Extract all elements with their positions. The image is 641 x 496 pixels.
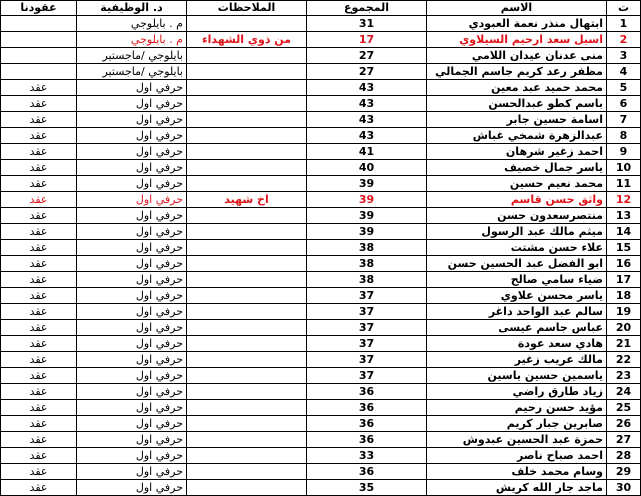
cell-notes[interactable] <box>187 320 307 336</box>
cell-contract[interactable]: عقد <box>1 112 77 128</box>
cell-notes[interactable] <box>187 80 307 96</box>
header-index[interactable]: ت <box>607 1 641 16</box>
cell-idx[interactable]: 25 <box>607 400 641 416</box>
table-row <box>1 416 641 432</box>
cell-name[interactable]: مؤيد حسن رحيم <box>427 400 607 416</box>
table-row <box>1 480 641 496</box>
cell-notes[interactable] <box>187 352 307 368</box>
cell-idx[interactable]: 6 <box>607 96 641 112</box>
cell-name[interactable]: عباس جاسم عيسى <box>427 320 607 336</box>
cell-job[interactable]: حرفي اول <box>77 272 187 288</box>
cell-name[interactable]: باسم كطو عبدالحسن <box>427 96 607 112</box>
cell-idx[interactable]: 1 <box>607 16 641 32</box>
table-row <box>1 384 641 400</box>
cell-idx[interactable]: 5 <box>607 80 641 96</box>
cell-total[interactable]: 37 <box>307 368 427 384</box>
cell-idx[interactable]: 22 <box>607 352 641 368</box>
table-row <box>1 368 641 384</box>
cell-total[interactable]: 36 <box>307 464 427 480</box>
table-row <box>1 288 641 304</box>
cell-idx[interactable]: 3 <box>607 48 641 64</box>
cell-name[interactable]: وسام محمد خلف <box>427 464 607 480</box>
cell-notes[interactable] <box>187 416 307 432</box>
cell-job[interactable]: حرفي اول <box>77 400 187 416</box>
cell-idx[interactable]: 16 <box>607 256 641 272</box>
cell-contract[interactable]: عقد <box>1 224 77 240</box>
cell-contract[interactable]: عقد <box>1 160 77 176</box>
table-body <box>1 16 641 496</box>
cell-contract[interactable]: عقد <box>1 80 77 96</box>
cell-total[interactable]: 39 <box>307 224 427 240</box>
cell-job[interactable]: حرفي اول <box>77 128 187 144</box>
cell-total[interactable]: 37 <box>307 288 427 304</box>
cell-total[interactable]: 36 <box>307 416 427 432</box>
cell-name[interactable]: ابو الفضل عبد الحسين حسن <box>427 256 607 272</box>
cell-name[interactable]: محمد نعيم حسين <box>427 176 607 192</box>
cell-total[interactable]: 43 <box>307 112 427 128</box>
cell-idx[interactable]: 13 <box>607 208 641 224</box>
cell-job[interactable]: حرفي اول <box>77 208 187 224</box>
cell-job[interactable]: حرفي اول <box>77 176 187 192</box>
cell-name[interactable]: ياسر محسن علاوي <box>427 288 607 304</box>
table-row <box>1 464 641 480</box>
cell-name[interactable]: مالك عريب زغير <box>427 352 607 368</box>
cell-notes[interactable] <box>187 336 307 352</box>
cell-contract[interactable]: عقد <box>1 368 77 384</box>
cell-idx[interactable]: 29 <box>607 464 641 480</box>
cell-name[interactable]: حمزة عبد الحسين عبدوش <box>427 432 607 448</box>
cell-total[interactable]: 39 <box>307 208 427 224</box>
table-row <box>1 208 641 224</box>
cell-idx[interactable]: 17 <box>607 272 641 288</box>
cell-idx[interactable]: 7 <box>607 112 641 128</box>
cell-job[interactable]: حرفي اول <box>77 112 187 128</box>
cell-total[interactable]: 41 <box>307 144 427 160</box>
cell-total[interactable]: 36 <box>307 400 427 416</box>
cell-job[interactable]: حرفي اول <box>77 368 187 384</box>
cell-job[interactable]: حرفي اول <box>77 352 187 368</box>
cell-notes[interactable] <box>187 432 307 448</box>
cell-total[interactable]: 17 <box>307 32 427 48</box>
cell-contract[interactable]: عقد <box>1 480 77 496</box>
cell-total[interactable]: 39 <box>307 192 427 208</box>
cell-name[interactable]: سالم عبد الواحد داغر <box>427 304 607 320</box>
cell-contract[interactable]: عقد <box>1 272 77 288</box>
cell-total[interactable]: 38 <box>307 256 427 272</box>
cell-job[interactable]: حرفي اول <box>77 96 187 112</box>
cell-notes[interactable] <box>187 48 307 64</box>
cell-notes[interactable] <box>187 208 307 224</box>
table-row <box>1 400 641 416</box>
cell-total[interactable]: 37 <box>307 352 427 368</box>
header-row <box>1 1 641 16</box>
table-row <box>1 304 641 320</box>
cell-contract[interactable]: عقد <box>1 464 77 480</box>
cell-name[interactable]: احمد صباح ناصر <box>427 448 607 464</box>
cell-idx[interactable]: 8 <box>607 128 641 144</box>
cell-notes[interactable] <box>187 240 307 256</box>
cell-job[interactable]: حرفي اول <box>77 160 187 176</box>
cell-idx[interactable]: 21 <box>607 336 641 352</box>
cell-name[interactable]: ياسر جمال خصيف <box>427 160 607 176</box>
cell-total[interactable]: 31 <box>307 16 427 32</box>
cell-job[interactable]: م . بايلوجي <box>77 16 187 32</box>
cell-total[interactable]: 43 <box>307 128 427 144</box>
cell-contract[interactable]: عقد <box>1 128 77 144</box>
cell-idx[interactable]: 14 <box>607 224 641 240</box>
cell-name[interactable]: اسيل سعد ارحيم السيلاوي <box>427 32 607 48</box>
cell-job[interactable]: حرفي اول <box>77 288 187 304</box>
cell-job[interactable]: حرفي اول <box>77 448 187 464</box>
cell-contract[interactable]: عقد <box>1 384 77 400</box>
table-row <box>1 160 641 176</box>
cell-idx[interactable]: 24 <box>607 384 641 400</box>
table-row <box>1 80 641 96</box>
table-row <box>1 272 641 288</box>
cell-contract[interactable]: عقد <box>1 256 77 272</box>
cell-contract[interactable]: عقد <box>1 416 77 432</box>
table-row <box>1 112 641 128</box>
cell-idx[interactable]: 30 <box>607 480 641 496</box>
cell-contract[interactable]: عقد <box>1 304 77 320</box>
cell-idx[interactable]: 10 <box>607 160 641 176</box>
table-row <box>1 352 641 368</box>
cell-job[interactable]: حرفي اول <box>77 192 187 208</box>
cell-name[interactable]: واثق حسن قاسم <box>427 192 607 208</box>
cell-idx[interactable]: 19 <box>607 304 641 320</box>
header-total[interactable]: المجموع <box>307 1 427 16</box>
header-contract[interactable]: عقودنا <box>1 1 77 16</box>
cell-notes[interactable] <box>187 64 307 80</box>
cell-idx[interactable]: 11 <box>607 176 641 192</box>
cell-total[interactable]: 27 <box>307 64 427 80</box>
cell-notes[interactable] <box>187 288 307 304</box>
cell-contract[interactable]: عقد <box>1 320 77 336</box>
table-row <box>1 336 641 352</box>
cell-notes[interactable] <box>187 464 307 480</box>
cell-name[interactable]: احمد زغير شرهان <box>427 144 607 160</box>
cell-name[interactable]: ابتهال منذر نعمة العبودي <box>427 16 607 32</box>
cell-idx[interactable]: 23 <box>607 368 641 384</box>
cell-job[interactable]: بايلوجي /ماجستير <box>77 48 187 64</box>
cell-notes[interactable] <box>187 272 307 288</box>
header-notes[interactable]: الملاحظات <box>187 1 307 16</box>
cell-name[interactable]: زياد طارق راضي <box>427 384 607 400</box>
cell-contract[interactable]: عقد <box>1 240 77 256</box>
cell-contract[interactable]: عقد <box>1 208 77 224</box>
cell-contract[interactable]: عقد <box>1 432 77 448</box>
cell-total[interactable]: 33 <box>307 448 427 464</box>
cell-name[interactable]: ضياء سامي صالح <box>427 272 607 288</box>
cell-notes[interactable] <box>187 176 307 192</box>
header-job[interactable]: د. الوظيفية <box>77 1 187 16</box>
cell-total[interactable]: 27 <box>307 48 427 64</box>
cell-name[interactable]: ماجد جار الله كريش <box>427 480 607 496</box>
cell-total[interactable]: 35 <box>307 480 427 496</box>
cell-notes[interactable] <box>187 304 307 320</box>
cell-job[interactable]: حرفي اول <box>77 224 187 240</box>
cell-notes[interactable] <box>187 112 307 128</box>
table-row <box>1 448 641 464</box>
cell-total[interactable]: 38 <box>307 272 427 288</box>
cell-contract[interactable]: عقد <box>1 144 77 160</box>
table-row <box>1 48 641 64</box>
cell-notes[interactable]: اخ شهيد <box>187 192 307 208</box>
table-row <box>1 432 641 448</box>
cell-notes[interactable]: من ذوي الشهداء <box>187 32 307 48</box>
cell-notes[interactable] <box>187 160 307 176</box>
cell-name[interactable]: عبدالزهرة شمخي غباش <box>427 128 607 144</box>
cell-contract[interactable] <box>1 64 77 80</box>
cell-notes[interactable] <box>187 224 307 240</box>
cell-total[interactable]: 39 <box>307 176 427 192</box>
cell-job[interactable]: حرفي اول <box>77 320 187 336</box>
cell-job[interactable]: حرفي اول <box>77 432 187 448</box>
cell-name[interactable]: ميثم مالك عبد الرسول <box>427 224 607 240</box>
cell-notes[interactable] <box>187 144 307 160</box>
table-row <box>1 128 641 144</box>
cell-idx[interactable]: 28 <box>607 448 641 464</box>
cell-job[interactable]: حرفي اول <box>77 240 187 256</box>
cell-notes[interactable] <box>187 16 307 32</box>
cell-name[interactable]: محمد حميد عبد معين <box>427 80 607 96</box>
cell-notes[interactable] <box>187 448 307 464</box>
cell-idx[interactable]: 20 <box>607 320 641 336</box>
cell-name[interactable]: علاء حسن مشتت <box>427 240 607 256</box>
cell-contract[interactable] <box>1 16 77 32</box>
cell-name[interactable]: منى عدنان عيدان اللامي <box>427 48 607 64</box>
cell-idx[interactable]: 18 <box>607 288 641 304</box>
cell-contract[interactable]: عقد <box>1 336 77 352</box>
table-row <box>1 192 641 208</box>
cell-idx[interactable]: 27 <box>607 432 641 448</box>
table-row <box>1 96 641 112</box>
table-row <box>1 64 641 80</box>
cell-job[interactable]: م . بايلوجي <box>77 32 187 48</box>
cell-job[interactable]: حرفي اول <box>77 464 187 480</box>
cell-idx[interactable]: 2 <box>607 32 641 48</box>
cell-contract[interactable]: عقد <box>1 352 77 368</box>
cell-notes[interactable] <box>187 368 307 384</box>
table-row <box>1 32 641 48</box>
cell-total[interactable]: 43 <box>307 96 427 112</box>
cell-notes[interactable] <box>187 128 307 144</box>
table-row <box>1 176 641 192</box>
cell-total[interactable]: 37 <box>307 320 427 336</box>
cell-idx[interactable]: 9 <box>607 144 641 160</box>
cell-idx[interactable]: 26 <box>607 416 641 432</box>
cell-name[interactable]: اسامة حسين جابر <box>427 112 607 128</box>
table-row <box>1 16 641 32</box>
table-row <box>1 320 641 336</box>
cell-total[interactable]: 43 <box>307 80 427 96</box>
cell-job[interactable]: حرفي اول <box>77 336 187 352</box>
cell-contract[interactable] <box>1 48 77 64</box>
cell-job[interactable]: حرفي اول <box>77 144 187 160</box>
cell-job[interactable]: حرفي اول <box>77 304 187 320</box>
table-row <box>1 240 641 256</box>
cell-contract[interactable]: عقد <box>1 176 77 192</box>
cell-idx[interactable]: 4 <box>607 64 641 80</box>
table-row <box>1 144 641 160</box>
cell-contract[interactable]: عقد <box>1 96 77 112</box>
cell-total[interactable]: 38 <box>307 240 427 256</box>
cell-contract[interactable]: عقد <box>1 288 77 304</box>
cell-name[interactable]: هادي سعد عودة <box>427 336 607 352</box>
table-row <box>1 256 641 272</box>
cell-contract[interactable]: عقد <box>1 192 77 208</box>
cell-notes[interactable] <box>187 384 307 400</box>
cell-total[interactable]: 36 <box>307 432 427 448</box>
table-row <box>1 224 641 240</box>
cell-job[interactable]: حرفي اول <box>77 480 187 496</box>
cell-idx[interactable]: 15 <box>607 240 641 256</box>
cell-contract[interactable]: عقد <box>1 400 77 416</box>
cell-total[interactable]: 37 <box>307 336 427 352</box>
cell-idx[interactable]: 12 <box>607 192 641 208</box>
cell-notes[interactable] <box>187 400 307 416</box>
cell-notes[interactable] <box>187 96 307 112</box>
cell-notes[interactable] <box>187 256 307 272</box>
cell-contract[interactable] <box>1 32 77 48</box>
cell-name[interactable]: ياسمين حسين ياسين <box>427 368 607 384</box>
cell-job[interactable]: حرفي اول <box>77 80 187 96</box>
cell-job[interactable]: حرفي اول <box>77 416 187 432</box>
cell-name[interactable]: صابرين جبار كريم <box>427 416 607 432</box>
cell-job[interactable]: بايلوجي /ماجستير <box>77 64 187 80</box>
cell-total[interactable]: 37 <box>307 304 427 320</box>
cell-contract[interactable]: عقد <box>1 448 77 464</box>
cell-name[interactable]: مظفر رعد كريم جاسم الجمالي <box>427 64 607 80</box>
cell-total[interactable]: 40 <box>307 160 427 176</box>
header-name[interactable]: الاسم <box>427 1 607 16</box>
cell-total[interactable]: 36 <box>307 384 427 400</box>
cell-job[interactable]: حرفي اول <box>77 256 187 272</box>
cell-notes[interactable] <box>187 480 307 496</box>
cell-name[interactable]: منتصرسعدون حسن <box>427 208 607 224</box>
cell-job[interactable]: حرفي اول <box>77 384 187 400</box>
